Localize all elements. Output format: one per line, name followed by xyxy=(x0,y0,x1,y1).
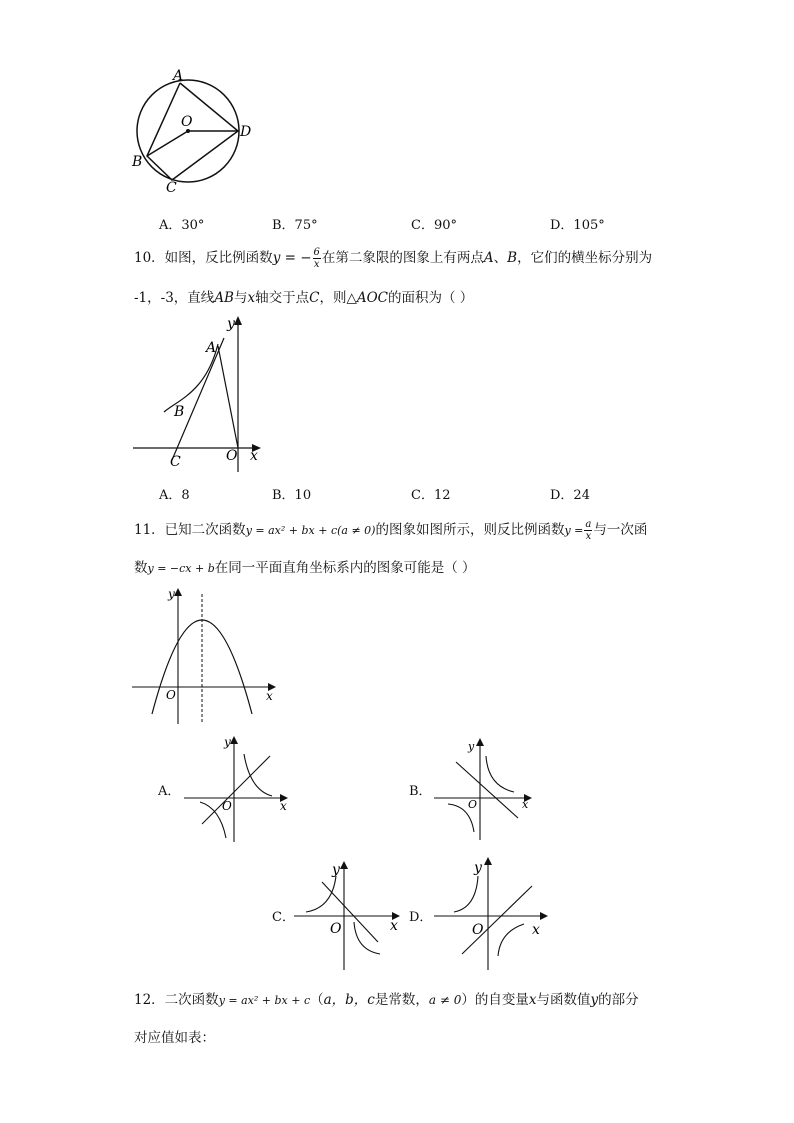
q10-text-3: ，它们的横坐标分别为 xyxy=(517,250,653,266)
q9-label-c: C xyxy=(166,180,177,196)
q10-line-2 xyxy=(134,286,473,306)
q11-d-branch-1 xyxy=(454,876,478,912)
q11-label-x: x xyxy=(266,689,273,703)
q11-text-4: 数 xyxy=(134,560,148,576)
q11-label-y: y xyxy=(168,587,175,601)
q11-option-b-label: B． xyxy=(409,784,432,799)
q12-text-2: （ xyxy=(310,992,324,1008)
q11-d-line xyxy=(462,886,532,954)
q12-line-1 xyxy=(134,988,639,1008)
q10-text-8: 的面积为（ ） xyxy=(388,290,474,306)
q11-line-2 xyxy=(134,556,476,576)
q12-var-y: y xyxy=(590,992,599,1008)
q9-circle-figure xyxy=(120,64,270,199)
q11-option-a-label: A． xyxy=(158,784,181,799)
q10-option-a: A．8 xyxy=(159,488,190,503)
q10-text-4: -1，-3，直线 xyxy=(134,290,215,306)
q11-option-c-figure xyxy=(292,856,410,972)
q11-option-b-figure xyxy=(430,734,542,844)
q9-label-d: D xyxy=(240,124,252,140)
q11-option-c-label: C． xyxy=(272,910,295,925)
q10-text-7: ，则△ xyxy=(319,290,357,306)
q10-separator: 、 xyxy=(493,250,508,266)
q10-line-1 xyxy=(134,246,652,270)
q10-point-c: C xyxy=(309,290,320,306)
q12-text-5: 与函数值 xyxy=(536,992,591,1008)
q10-triangle: AOC xyxy=(356,290,388,306)
q11-b-label-o: O xyxy=(468,798,478,811)
q10-label-c: C xyxy=(170,454,181,470)
q11-a-branch-1 xyxy=(244,754,272,796)
q10-label-y: y xyxy=(227,316,235,332)
q9-label-a: A xyxy=(173,68,184,84)
q12-text-6: 的部分 xyxy=(598,992,639,1008)
q11-text-3: 与一次函 xyxy=(593,522,648,538)
q10-frac-num: 6 xyxy=(313,247,320,258)
q12-var-x: x xyxy=(528,992,537,1008)
q11-linear: y = −cx + b xyxy=(147,562,215,575)
q11-text: 11．已知二次函数 xyxy=(134,522,246,538)
q10-label-x: x xyxy=(250,448,258,464)
q11-d-branch-2 xyxy=(498,924,524,956)
q10-text-5: 与 xyxy=(233,290,248,306)
q10-line-ab: AB xyxy=(214,290,234,306)
q11-a-label-x: x xyxy=(280,799,287,813)
q12-text-3: 是常数， xyxy=(374,992,429,1008)
q9-option-d: D．105° xyxy=(550,218,605,233)
q11-line-1 xyxy=(134,518,647,542)
q11-c-label-x: x xyxy=(390,918,398,934)
q11-c-y-arrow xyxy=(340,861,348,869)
q10-y-arrow xyxy=(234,316,242,325)
q12-text: 12．二次函数 xyxy=(134,992,219,1008)
q11-b-label-y: y xyxy=(468,740,475,753)
q10-segment-ao xyxy=(218,346,238,448)
q10-var-x: x xyxy=(247,290,256,306)
q9-option-a: A．30° xyxy=(159,218,205,233)
q10-text-6: 轴交于点 xyxy=(255,290,310,306)
q11-c-label-y: y xyxy=(332,862,340,878)
q11-d-y-arrow xyxy=(484,857,492,865)
q10-fraction xyxy=(313,247,321,270)
q10-figure xyxy=(128,312,268,474)
q11-a-label-y: y xyxy=(224,735,231,749)
q11-option-d-figure xyxy=(428,852,552,972)
q11-frac-den: x xyxy=(585,531,592,542)
q11-text-2: 的图象如图所示，则反比例函数 xyxy=(375,522,565,538)
q12-text-4: ）的自变量 xyxy=(461,992,529,1008)
q10-frac-den: x xyxy=(313,259,320,270)
q11-inverse-lhs: y = xyxy=(564,524,584,537)
q11-text-5: 在同一平面直角坐标系内的图象可能是（ ） xyxy=(214,560,476,576)
q10-option-c: C．12 xyxy=(411,488,451,503)
q11-d-x-arrow xyxy=(540,912,548,920)
q10-point-a: A xyxy=(483,250,494,266)
q11-y-arrow xyxy=(174,588,182,596)
q12-vars: a，b，c xyxy=(323,992,375,1008)
q11-d-label-o: O xyxy=(472,922,484,938)
q10-option-d: D．24 xyxy=(550,488,590,503)
q11-quadratic: y = ax² + bx + c(a ≠ 0) xyxy=(245,524,376,537)
q11-option-a-figure xyxy=(180,734,292,844)
q9-label-b: B xyxy=(132,154,143,170)
q10-label-a: A xyxy=(206,340,217,356)
q11-option-d-label: D． xyxy=(409,910,433,925)
q11-c-label-o: O xyxy=(330,921,342,937)
q11-parabola-figure xyxy=(130,586,280,726)
q9-option-b: B．75° xyxy=(272,218,318,233)
q12-line-2: 对应值如表： xyxy=(134,1030,215,1046)
q10-point-b: B xyxy=(507,250,518,266)
q11-d-label-x: x xyxy=(532,922,540,938)
q12-condition: a ≠ 0 xyxy=(428,993,462,1007)
q10-text: 10．如图，反比例函数 xyxy=(134,250,273,266)
q11-a-y-arrow xyxy=(230,736,238,744)
q11-label-o: O xyxy=(166,688,176,702)
q11-d-label-y: y xyxy=(474,860,482,876)
q9-label-o: O xyxy=(181,114,193,130)
q11-a-label-o: O xyxy=(222,799,232,813)
q11-b-label-x: x xyxy=(522,798,529,811)
q11-frac-num: a xyxy=(585,519,592,530)
q10-text-2: 在第二象限的图象上有两点 xyxy=(321,250,484,266)
q11-b-y-arrow xyxy=(476,738,484,746)
q10-option-b: B．10 xyxy=(272,488,312,503)
q11-fraction xyxy=(584,519,592,542)
q9-option-c: C．90° xyxy=(411,218,457,233)
q11-b-branch-1 xyxy=(486,756,514,792)
q12-quadratic: y = ax² + bx + c xyxy=(218,994,311,1007)
q11-c-branch-1 xyxy=(306,876,336,912)
q10-label-o: O xyxy=(226,448,238,464)
q10-label-b: B xyxy=(174,404,185,420)
q11-c-branch-2 xyxy=(354,922,380,954)
q10-line-ab xyxy=(172,338,224,460)
q10-function-lhs: y = − xyxy=(272,250,312,266)
